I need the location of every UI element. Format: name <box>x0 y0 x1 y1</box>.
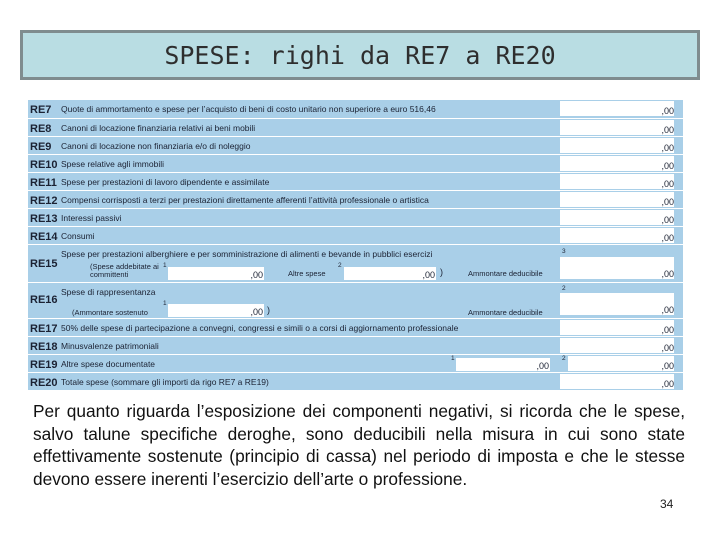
form-row-re19 <box>28 354 683 372</box>
row-description: Compensi corrisposti a terzi per prestazioni direttamente afferenti l’attività professionale o artistica <box>61 195 429 205</box>
amount-field <box>560 338 674 353</box>
ammontare-deducibile-label: Ammontare deducibile <box>468 308 543 317</box>
row-description: 50% delle spese di partecipazione a convegni, congressi e simili o a corsi di aggiornamento professionale <box>61 323 459 333</box>
amount-field <box>560 228 674 243</box>
row-code: RE10 <box>30 159 58 171</box>
amount-decimal: ,00 <box>661 161 674 171</box>
amount-decimal: ,00 <box>536 361 549 371</box>
form-row-re17 <box>28 318 683 336</box>
amount-decimal: ,00 <box>661 269 674 279</box>
row-code: RE13 <box>30 213 58 225</box>
altre-spese-field <box>344 267 436 280</box>
row-description: Minusvalenze patrimoniali <box>61 341 159 351</box>
row-description: Canoni di locazione non finanziaria e/o di noleggio <box>61 141 251 151</box>
row-description: Spese relative agli immobili <box>61 159 164 169</box>
slide-title: SPESE: righi da RE7 a RE20 <box>164 40 556 70</box>
amount-field <box>560 156 674 171</box>
form-row-re14 <box>28 226 683 244</box>
amount-decimal: ,00 <box>661 197 674 207</box>
form-row-re9 <box>28 136 683 154</box>
row-description: Quote di ammortamento e spese per l’acquisto di beni di costo unitario non superiore a euro 516,46 <box>61 104 436 114</box>
row-description: Spese per prestazioni alberghiere e per somministrazione di alimenti e bevande in pubblici esercizi <box>61 249 433 259</box>
field-number: 1 <box>163 300 167 307</box>
amount-field <box>568 356 674 371</box>
amount-field <box>560 257 674 279</box>
form-row-re18 <box>28 336 683 354</box>
field-number: 2 <box>562 285 566 292</box>
altre-spese-label: Altre spese <box>288 269 326 278</box>
amount-decimal: ,00 <box>661 215 674 225</box>
amount-decimal: ,00 <box>661 361 674 371</box>
page-number: 34 <box>660 497 674 511</box>
row-code: RE19 <box>30 359 58 371</box>
row-code: RE12 <box>30 195 58 207</box>
amount-decimal: ,00 <box>661 143 674 153</box>
amount-field <box>560 192 674 207</box>
field-number: 2 <box>338 262 342 269</box>
amount-decimal: ,00 <box>250 307 263 317</box>
altre-spese-documentate-field <box>456 358 550 371</box>
field-number: 3 <box>562 248 566 255</box>
field-number: 2 <box>562 355 566 362</box>
amount-decimal: ,00 <box>250 270 263 280</box>
amount-decimal: ,00 <box>661 379 674 389</box>
form-row-re7 <box>28 100 683 118</box>
row-code: RE17 <box>30 323 58 335</box>
amount-decimal: ,00 <box>422 270 435 280</box>
row-description: Altre spese documentate <box>61 359 156 369</box>
ammontare-sostenuto-label: (Ammontare sostenuto <box>72 308 148 317</box>
ammontare-deducibile-label: Ammontare deducibile <box>468 269 543 278</box>
amount-field <box>560 374 674 389</box>
tax-form-image <box>28 100 683 390</box>
row-code: RE8 <box>30 123 52 135</box>
spese-addebitate-label: (Spese addebitate ai committenti <box>90 262 159 279</box>
field-number: 1 <box>451 355 455 362</box>
row-code: RE14 <box>30 231 58 243</box>
form-row-re10 <box>28 154 683 172</box>
amount-field <box>560 101 674 116</box>
body-paragraph: Per quanto riguarda l’esposizione dei componenti negativi, si ricorda che le spese, salvo talune specifiche deroghe, sono deducibili nella misura in cui sono state effettivamente sostenute (principio di cassa) nel periodo di imposta e che le stesse devono essere inerenti l’esercizio dell’arte o professione. <box>33 401 685 489</box>
field-number: 1 <box>163 262 167 269</box>
amount-field <box>560 320 674 335</box>
ammontare-sostenuto-field <box>168 304 264 317</box>
form-row-re16 <box>28 282 683 318</box>
amount-decimal: ,00 <box>661 325 674 335</box>
row-description: Interessi passivi <box>61 213 122 223</box>
slide-title-box <box>20 30 700 80</box>
amount-field <box>560 210 674 225</box>
closing-parenthesis: ) <box>267 305 270 315</box>
row-description: Consumi <box>61 231 95 241</box>
amount-decimal: ,00 <box>661 233 674 243</box>
row-code: RE7 <box>30 104 52 116</box>
closing-parenthesis: ) <box>440 267 443 277</box>
form-row-re15 <box>28 244 683 282</box>
amount-field <box>560 174 674 189</box>
form-row-re12 <box>28 190 683 208</box>
amount-decimal: ,00 <box>661 305 674 315</box>
amount-decimal: ,00 <box>661 343 674 353</box>
form-row-re13 <box>28 208 683 226</box>
form-row-re11 <box>28 172 683 190</box>
amount-decimal: ,00 <box>661 106 674 116</box>
row-code: RE20 <box>30 377 58 389</box>
row-code: RE16 <box>30 294 58 306</box>
amount-field <box>560 293 674 315</box>
form-row-re8 <box>28 118 683 136</box>
row-code: RE18 <box>30 341 58 353</box>
amount-decimal: ,00 <box>661 179 674 189</box>
row-description: Spese di rappresentanza <box>61 287 156 297</box>
row-description: Spese per prestazioni di lavoro dipendente e assimilate <box>61 177 270 187</box>
row-code: RE11 <box>30 177 57 189</box>
spese-addebitate-field <box>168 267 264 280</box>
row-description: Canoni di locazione finanziaria relativi ai beni mobili <box>61 123 256 133</box>
amount-field <box>560 120 674 135</box>
row-description: Totale spese (sommare gli importi da rigo RE7 a RE19) <box>61 377 269 387</box>
row-code: RE15 <box>30 258 58 270</box>
form-row-re20 <box>28 372 683 390</box>
row-code: RE9 <box>30 141 52 153</box>
amount-field <box>560 138 674 153</box>
amount-decimal: ,00 <box>661 125 674 135</box>
